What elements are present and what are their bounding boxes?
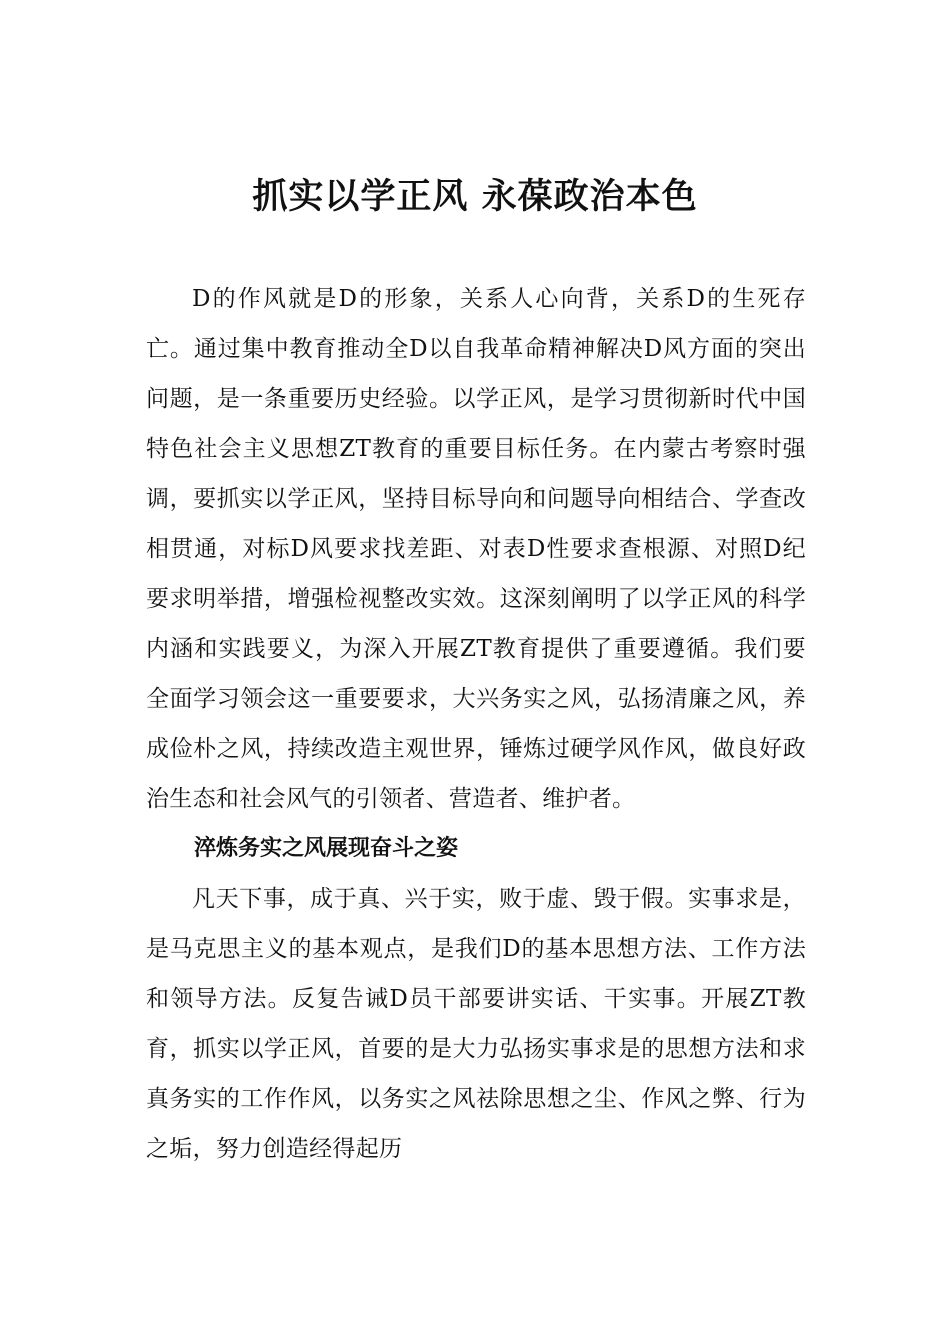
document-title: 抓实以学正风 永葆政治本色 [252, 176, 698, 217]
section-heading-1: 淬炼务实之风展现奋斗之姿 [194, 836, 459, 861]
body-paragraph-1: D的作风就是D的形象，关系人心向背，关系D的生死存亡。通过集中教育推动全D以自我革命精神解决D风方面的突出问题，是一条重要历史经验。以学正风，是学习贯彻新时代中国特色社会主义思想ZT教育的重要目标任务。在内蒙古考察时强调，要抓实以学正风，坚持目标导向和问题导向相结合、学查改相贯通，对标D风要求找差距、对表D性要求查根源、对照D纪要求明举措，增强检视整改实效。这深刻阐明了以学正风的科学内涵和实践要义，为深入开展ZT教育提供了重要遵循。我们要全面学习领会这一重要要求，大兴务实之风，弘扬清廉之风，养成俭朴之风，持续改造主观世界，锤炼过硬学风作风，做良好政治生态和社会风气的引领者、营造者、维护者。 [146, 286, 806, 812]
body-paragraph-2: 凡天下事，成于真、兴于实，败于虚、毁于假。实事求是，是马克思主义的基本观点，是我们D的基本思想方法、工作方法和领导方法。反复告诫D员干部要讲实话、干实事。开展ZT教育，抓实以学正风，首要的是大力弘扬实事求是的思想方法和求真务实的工作作风，以务实之风祛除思想之尘、作风之弊、行为之垢，努力创造经得起历 [146, 886, 806, 1162]
document-body [146, 274, 806, 1174]
